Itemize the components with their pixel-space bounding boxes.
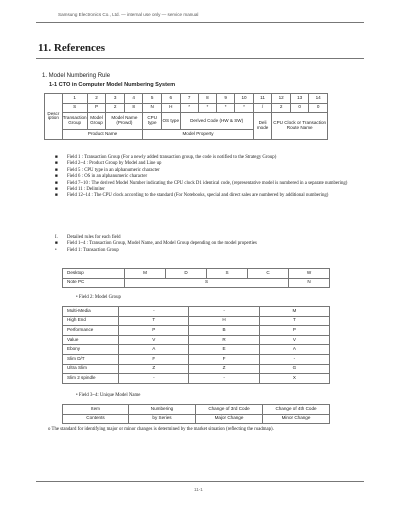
- group-transaction: Transaction Group: [62, 113, 87, 130]
- field-code: 0: [309, 103, 328, 113]
- field-number: 5: [143, 94, 162, 104]
- table-row: [63, 326, 330, 336]
- field-code: H: [161, 103, 180, 113]
- detail-rules: [55, 235, 350, 254]
- field-code: S: [62, 103, 87, 113]
- group-os: OS type: [161, 113, 180, 130]
- field-code: 8: [124, 103, 143, 113]
- table-cell: H: [189, 316, 259, 326]
- running-header: Samsung Electronics Co., Ltd. — internal use only — service manual: [58, 12, 199, 17]
- footnote: o The standard for identifying major or minor changes is determined by the market situation (reflecting the roadmap).: [48, 427, 274, 432]
- table-cell: F: [119, 354, 189, 364]
- unique-model-table: [62, 404, 330, 424]
- field2-label: • Field 2: Model Group: [76, 295, 121, 300]
- field-number: 14: [309, 94, 328, 104]
- model-group-table: [62, 306, 330, 384]
- list-item: • Field 1: Transaction Group: [55, 247, 119, 253]
- table-cell: Major Change: [196, 414, 263, 424]
- table-cell: Value: [63, 335, 119, 345]
- field-code: 2: [106, 103, 125, 113]
- table-cell: R: [189, 335, 259, 345]
- table-cell: -: [189, 374, 259, 384]
- table-cell: Minor Change: [263, 414, 330, 424]
- header-rule: [36, 22, 364, 23]
- table-row: [45, 103, 328, 113]
- table-row: [63, 364, 330, 374]
- field34-label: • Field 3~4: Unique Model Name: [76, 393, 141, 398]
- table-cell: Slim D/T: [63, 354, 119, 364]
- group-delimiter: Deli mode: [253, 113, 272, 140]
- table-cell: by Series: [129, 414, 196, 424]
- field-number: 7: [180, 94, 198, 104]
- table-cell: High End: [63, 316, 119, 326]
- table-cell: M: [125, 269, 166, 279]
- group-cpu: CPU type: [143, 113, 162, 130]
- table-row: [63, 354, 330, 364]
- field-number: 4: [124, 94, 143, 104]
- table-cell: Slim 2 spindle: [63, 374, 119, 384]
- field-number: 9: [217, 94, 235, 104]
- table-cell: S: [125, 278, 289, 288]
- field-code: *: [180, 103, 198, 113]
- table-cell: B: [189, 326, 259, 336]
- table-cell: V: [119, 335, 189, 345]
- table-cell: T: [259, 316, 329, 326]
- table-cell: -: [119, 307, 189, 317]
- table-cell: -: [189, 307, 259, 317]
- table-cell: P: [119, 326, 189, 336]
- table-cell: Note PC: [63, 278, 125, 288]
- field-number: 6: [161, 94, 180, 104]
- table-cell: M: [259, 307, 329, 317]
- table-row: [63, 316, 330, 326]
- list-item: ■ Field 11 : Delimiter: [55, 187, 105, 193]
- table-row: [63, 414, 330, 424]
- group-derived: Derived Code (HW & SW): [180, 113, 253, 130]
- table-cell: D: [166, 269, 207, 279]
- field-number: 13: [290, 94, 308, 104]
- table-cell: E: [189, 345, 259, 355]
- group-model: Model Group: [87, 113, 106, 130]
- table-row: [63, 405, 330, 415]
- field-code: N: [143, 103, 162, 113]
- field-code: 2: [272, 103, 290, 113]
- page-number: 11-1: [194, 487, 203, 492]
- list-item: ■ Field 5 : CPU type in an alphanumeric character: [55, 167, 160, 173]
- field-bullets: [55, 155, 350, 200]
- table-row: [63, 269, 330, 279]
- table-cell: Change of 4th Code: [263, 405, 330, 415]
- table-row: [63, 345, 330, 355]
- section-heading: 1. Model Numbering Rule: [42, 73, 111, 79]
- group-cpu-clock: CPU Clock or Transaction Route Name: [272, 113, 328, 140]
- table-cell: Ebony: [63, 345, 119, 355]
- table-row: [45, 94, 328, 104]
- field-code: 0: [290, 103, 308, 113]
- transaction-group-table: [62, 268, 330, 288]
- description-label: Descr iption: [45, 94, 63, 140]
- field-code: *: [198, 103, 216, 113]
- field-number: 11: [253, 94, 272, 104]
- field-number: 8: [198, 94, 216, 104]
- field-code: *: [235, 103, 253, 113]
- field-number: 2: [87, 94, 106, 104]
- table-cell: Z: [119, 364, 189, 374]
- table-cell: V: [259, 335, 329, 345]
- field-number: 1: [62, 94, 87, 104]
- table-cell: X: [259, 374, 329, 384]
- table-cell: F: [189, 354, 259, 364]
- list-item: I. Detailed rules for each field: [55, 235, 121, 240]
- table-row: [63, 278, 330, 288]
- list-item: ■ Field 1 : Transaction Group (For a newly added transaction group, the code is notified to the Strategy Group): [55, 155, 277, 160]
- field-number: 10: [235, 94, 253, 104]
- list-item: ■ Field 7~10 : The derived Model Number indicating the CPU clock D1 identical code, (representative model is numbered in a separate numbering): [55, 180, 348, 186]
- table-cell: Performance: [63, 326, 119, 336]
- footer-rule: [36, 481, 364, 482]
- table-cell: -: [259, 354, 329, 364]
- bottom-model-property: Model Property: [143, 130, 253, 140]
- field-code: P: [87, 103, 106, 113]
- group-model-name: Model Name (Prowd): [106, 113, 143, 130]
- table-row: [63, 374, 330, 384]
- table-cell: Ultra Slim: [63, 364, 119, 374]
- field-number: 3: [106, 94, 125, 104]
- table-cell: Desktop: [63, 269, 125, 279]
- table-cell: P: [259, 326, 329, 336]
- field-code: *: [217, 103, 235, 113]
- table-cell: -: [119, 374, 189, 384]
- table-cell: W: [289, 269, 330, 279]
- table-row: [63, 335, 330, 345]
- table-cell: Multi-Media: [63, 307, 119, 317]
- table-cell: A: [119, 345, 189, 355]
- page-title: 11. References: [38, 42, 105, 54]
- table-cell: A: [259, 345, 329, 355]
- list-item: ■ Field 6 : OS in an alphanumeric character: [55, 174, 148, 180]
- list-item: ■ Field 12~14 : The CPU clock according to the standard (For Notebooks, special and direct sales are numbered by additional numbering): [55, 193, 329, 199]
- title-rule: [36, 58, 364, 59]
- table-cell: Contents: [63, 414, 129, 424]
- table-row: [45, 113, 328, 130]
- subsection-heading: 1-1 CTO in Computer Model Numbering System: [49, 82, 176, 88]
- field-code: /: [253, 103, 272, 113]
- bottom-product-name: Product Name: [62, 130, 143, 140]
- table-cell: Change of 3rd Code: [196, 405, 263, 415]
- list-item: ■ Field 2~4 : Product Group by Model and Line up: [55, 161, 162, 167]
- table-cell: Z: [189, 364, 259, 374]
- table-row: [63, 307, 330, 317]
- table-cell: N: [289, 278, 330, 288]
- table-cell: T: [119, 316, 189, 326]
- table-cell: S: [207, 269, 248, 279]
- table-cell: C: [248, 269, 289, 279]
- table-cell: G: [259, 364, 329, 374]
- table-cell: Item: [63, 405, 129, 415]
- table-cell: Numbering: [129, 405, 196, 415]
- field-number: 12: [272, 94, 290, 104]
- numbering-table: [44, 93, 328, 140]
- list-item: ■ Field 1~4 : Transaction Group, Model Name, and Model Group depending on the model properties: [55, 241, 257, 247]
